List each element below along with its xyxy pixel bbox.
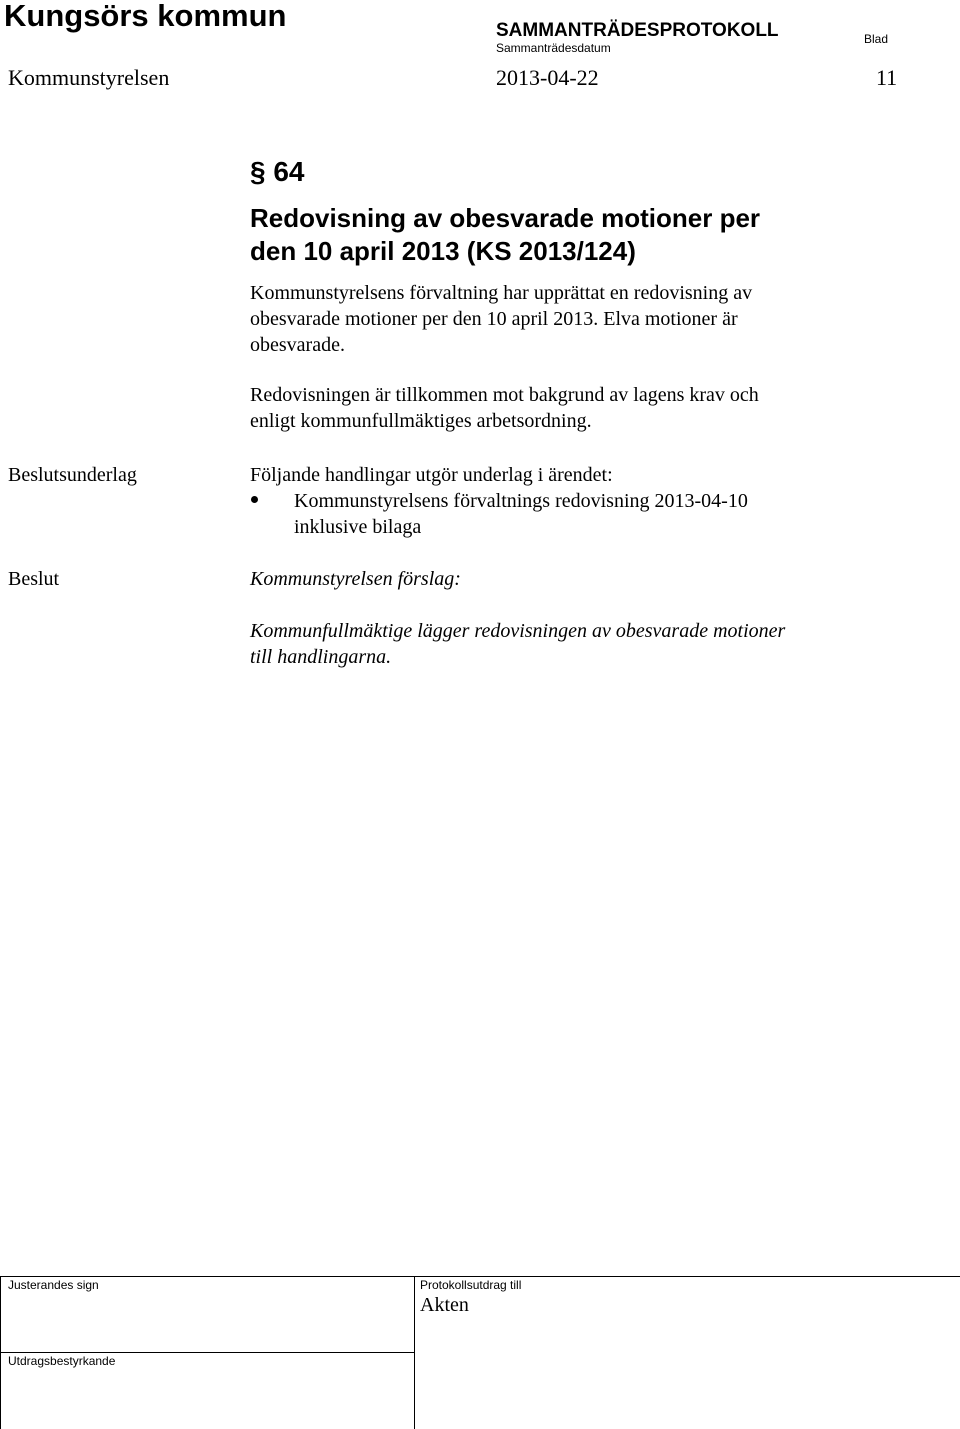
proposal-heading: Kommunstyrelsen förslag: (250, 568, 461, 590)
decision-text-line2: till handlingarna. (250, 646, 392, 668)
decision-basis-item-cont: inklusive bilaga (294, 516, 422, 538)
extract-label: Protokollsutdrag till (420, 1278, 522, 1292)
decision-label: Beslut (8, 568, 60, 590)
intro-line: Kommunstyrelsens förvaltning har upprättat en redovisning av (250, 282, 753, 304)
basis-line: Redovisningen är tillkommen mot bakgrund av lagens krav och (250, 384, 759, 406)
meeting-date-label: Sammanträdesdatum (496, 41, 611, 55)
page-number: 11 (876, 65, 898, 90)
organization-name: Kungsörs kommun (4, 0, 287, 33)
footer-divider (0, 1352, 414, 1353)
meeting-date: 2013-04-22 (496, 65, 599, 90)
footer-top-border (0, 1276, 960, 1277)
decision-text-line1: Kommunfullmäktige lägger redovisningen av obesvarade motioner (250, 620, 786, 642)
intro-line: obesvarade motioner per den 10 april 2013. Elva motioner är (250, 308, 738, 330)
committee-name: Kommunstyrelsen (8, 65, 170, 90)
decision-basis-item: Kommunstyrelsens förvaltnings redovisning 2013-04-10 (294, 490, 748, 512)
extract-recipient: Akten (420, 1294, 469, 1316)
decision-basis-intro: Följande handlingar utgör underlag i ärendet: (250, 464, 613, 486)
intro-line: obesvarade. (250, 334, 345, 356)
decision-basis-label: Beslutsunderlag (8, 464, 137, 486)
protocol-title: SAMMANTRÄDESPROTOKOLL (496, 20, 779, 41)
bullet-icon (251, 496, 258, 503)
sign-label: Justerandes sign (8, 1278, 99, 1292)
section-title-line2: den 10 april 2013 (KS 2013/124) (250, 236, 636, 266)
signature-footer (0, 1276, 960, 1429)
page-label: Blad (864, 32, 889, 46)
footer-middle-border (414, 1276, 415, 1429)
section-title-line1: Redovisning av obesvarade motioner per (250, 203, 761, 233)
paragraph-number: § 64 (250, 156, 305, 187)
footer-left-border (0, 1276, 1, 1429)
certifier-label: Utdragsbestyrkande (8, 1354, 116, 1368)
basis-line: enligt kommunfullmäktiges arbetsordning. (250, 410, 592, 432)
